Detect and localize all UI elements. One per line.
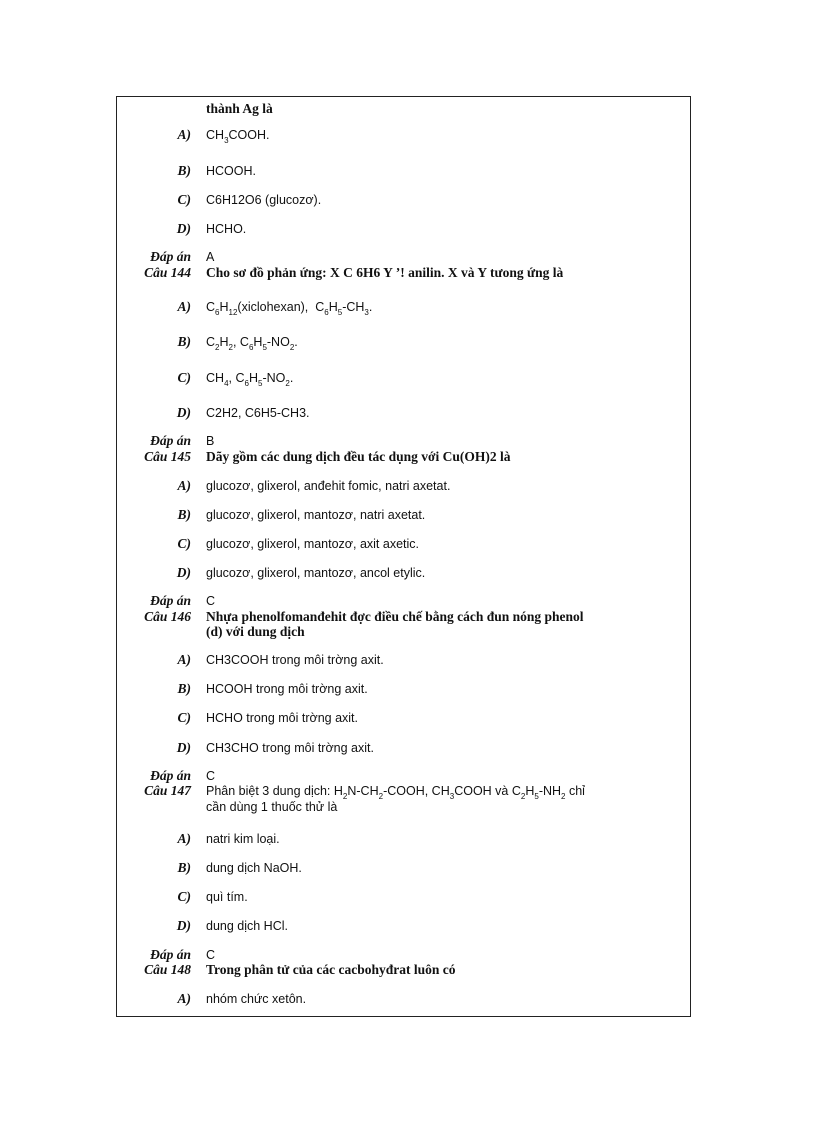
document-frame: thành Ag là A) $CH_3COOH$. B) HCOOH. C) C6H12O6 (glucozơ). D) HCHO. Đáp án A Câu 144 Cho sơ đồ phản ứng: X C 6H6 Y ’! anilin. X và Y tưong ứng là A) $C_6H_{12}(xiclohexan)$, $C_6H_5-CH_3$. B) $C_2H_2$, $C_6H_5-NO_2$. C) $CH_4$, $C_6H_5-NO_2$. D) C2H2, C6H5-CH3. Đáp án B Câu 145 Dãy gồm các dung dịch đều tác dụng với Cu(OH)2 là A) glucozơ, glixerol, anđehit fomic, natri axetat. B) glucozơ, glixerol, mantozơ, natri axetat. C) glucozơ, glixerol, mantozơ, axit axetic. D) glucozơ, glixerol, mantozơ, ancol etylic. Đáp án C Câu 146 Nhựa phenolfomanđehit đợc điều chế bằng cách đun nóng phenol (d) với dung dịch A) CH3COOH trong môi trờng axit. B) HCOOH trong môi trờng axit. C) HCHO trong môi trờng axit. D) CH3CHO trong môi trờng axit. Đáp án C Câu 147 Phân biệt 3 dung dịch: $H_2N-CH_2$-COOH, $CH_3COOH$ và $C_2H_5-NH_2$ chỉ cần dùng 1 thuốc thử là A) natri kim loại. B) dung dịch NaOH. C) quì tím. D) dung dịch HCl. Đáp án C Câu 148 Trong phân tử của các cacbohyđrat luôn có A) nhóm chức xetôn. [116, 96, 691, 1017]
